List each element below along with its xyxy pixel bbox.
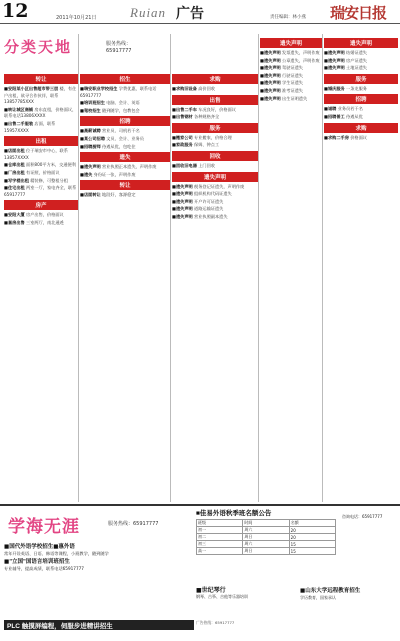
category-header: 招聘	[80, 116, 170, 126]
classified-ad-title: ■住宅出租	[4, 185, 25, 191]
classified-ad	[324, 86, 398, 93]
classified-ad	[260, 96, 322, 103]
classified-ad	[80, 172, 170, 179]
category-header: 出售	[172, 95, 258, 105]
classified-ad-text: 房东直租，价格面议，联系电话13806XXXX	[4, 106, 77, 119]
classified-column-2	[80, 72, 170, 500]
classified-ad-title: ■出售二手车	[172, 106, 197, 112]
ad-hotline: 广告热线：65917777	[196, 620, 235, 625]
category-header: 回收	[172, 151, 258, 161]
classified-ad-title: ■遗失声明	[260, 72, 281, 78]
classified-ad-text: 道路运输证遗失	[192, 206, 224, 212]
classified-column-5	[324, 36, 398, 500]
category-header: 出租	[4, 136, 78, 146]
classified-ad	[4, 121, 78, 134]
classified-ad-title: ■出售二手服装	[4, 120, 34, 126]
classified-ad-title: ■家政服务	[172, 142, 193, 148]
classified-ad-title: ■写字楼出租	[4, 177, 29, 183]
piano-shop-text: 钢琴、古筝、吉他等乐器培训	[196, 593, 248, 599]
classified-ad-title: ■套房出售	[4, 219, 25, 225]
table-row	[197, 527, 336, 534]
classified-ad	[4, 162, 78, 169]
classified-ad-text: 驾驶证遗失	[280, 65, 303, 71]
classified-ad	[260, 50, 322, 57]
classified-ad	[172, 114, 258, 121]
classified-ad-text: 随到随学，包教包会	[100, 107, 140, 113]
classified-ad-text: 营业执照正本遗失，声明作废	[100, 164, 157, 170]
classified-ad-title: ■遗失声明	[324, 57, 345, 63]
classified-column-1	[4, 72, 78, 500]
category-header: 遗失	[80, 152, 170, 162]
classified-ad	[172, 135, 258, 142]
issue-date: 2011年10月21日	[56, 15, 97, 21]
classified-ad-title: ■瑞安职业学校招生	[80, 86, 118, 91]
classified-ad-text: 发票遗失，声明作废	[280, 50, 320, 55]
classified-ad	[80, 144, 170, 151]
education-ads	[4, 544, 190, 574]
classified-ad-title: ■安阳大厦	[4, 212, 25, 218]
education-ad	[4, 544, 190, 557]
classified-ad-title: ■遗失声明	[260, 87, 281, 93]
classified-ad-title: ■求购旧设备	[172, 86, 197, 91]
classified-ad	[172, 107, 258, 114]
classified-ad-text: 学费优惠，联系电话65917777	[80, 86, 157, 98]
classified-ad-text: 面积800平方米，交通便利	[24, 162, 76, 168]
classified-ad	[260, 58, 322, 65]
classified-ad-text: 房产出售，价格面议	[24, 212, 64, 218]
piano-shop-ad	[196, 588, 296, 599]
classified-ad	[260, 73, 322, 80]
banner-phone	[106, 41, 131, 55]
classified-column-4	[260, 36, 322, 500]
category-header: 遗失声明	[260, 38, 322, 48]
table-row	[197, 541, 336, 548]
table-cell: 初三	[197, 541, 243, 548]
category-header: 招生	[80, 74, 170, 84]
classified-ad-title: ■店面转让	[80, 192, 101, 198]
classified-column-3	[172, 72, 258, 500]
classified-ad	[4, 170, 78, 177]
classified-ad	[172, 214, 258, 221]
classified-ad	[80, 86, 170, 99]
category-header: 房产	[4, 200, 78, 210]
classified-ad	[324, 58, 398, 65]
classified-ad-title: ■招聘普工	[324, 113, 345, 119]
education-ad-text: 常年开设英语、日语、韩语等课程，小班教学，随到随学	[4, 550, 109, 556]
classified-ad	[4, 185, 78, 198]
classified-ad-text: 价格面议	[348, 134, 367, 140]
language-school-contact: 咨询电话：65917777	[342, 514, 383, 519]
classified-ad	[80, 128, 170, 135]
language-school-block	[196, 508, 398, 638]
classified-ad-title: ■遗失声明	[172, 191, 193, 197]
classified-ad	[260, 65, 322, 72]
brand-italic: Ruian	[130, 5, 167, 20]
classified-ad	[260, 80, 322, 87]
classified-ad-title: ■回收旧电器	[172, 162, 197, 168]
classified-ad-title: ■遗失声明	[260, 95, 281, 101]
classified-ad-text: 业务员若干名	[336, 106, 363, 112]
classified-ad-text: 位于瑞安市中心，联系13857XXXX	[4, 148, 68, 160]
classified-ad-title: ■遗失声明	[172, 213, 193, 219]
schedule-table	[196, 519, 336, 555]
category-header: 招聘	[324, 94, 398, 104]
banner-phone-number: 65917777	[106, 48, 132, 54]
classified-ad-text: 各种规格齐全	[192, 114, 220, 120]
column-divider	[78, 34, 79, 502]
classified-ad-text: 车况良好，价格面议	[196, 106, 236, 112]
classified-ad-title: ■诚聘	[324, 106, 337, 112]
university-text: 学历教育，国家承认	[300, 594, 336, 600]
classified-ad	[324, 135, 398, 142]
category-header: 服务	[172, 123, 258, 133]
classified-ad-title: ■遗失声明	[172, 183, 193, 189]
classified-ad-title: ■遗失声明	[260, 50, 281, 55]
classified-ad	[172, 86, 258, 93]
language-school-title: ■佳易外语秋季班名额公告	[196, 510, 272, 517]
classified-ad	[4, 178, 78, 185]
classified-ad-text: 上门回收	[196, 162, 215, 168]
table-cell: 15	[289, 548, 335, 555]
classified-ad-title: ■安阳某小区出售超市带三层	[4, 86, 59, 91]
category-header: 求购	[324, 123, 398, 133]
classified-ad-title: ■搬家公司	[172, 134, 193, 140]
classified-ad-title: ■店面出租	[4, 148, 25, 154]
classified-ad-title: ■遗失声明	[324, 50, 345, 55]
classified-ad-text: 结婚证遗失	[344, 50, 367, 55]
editor-credit: 责任编辑：林小燕	[270, 15, 306, 20]
classified-ad	[172, 191, 258, 198]
banner-title: 分类天地	[4, 39, 73, 56]
category-header: 求购	[172, 74, 258, 84]
classified-ad	[80, 136, 170, 143]
classified-ad-text: 专业搬家，价格合理	[192, 134, 232, 140]
classified-ad	[172, 199, 258, 206]
classified-ad-text: 学生证遗失	[280, 80, 303, 86]
classified-ad-title: ■婚庆服务	[324, 85, 345, 91]
classified-ad-text: 待遇从优，包吃住	[100, 143, 136, 149]
classified-ad	[4, 220, 78, 227]
category-header: 转让	[4, 74, 78, 84]
classified-ad-title: ■招聘厨师	[80, 143, 101, 149]
table-cell: 15	[289, 541, 335, 548]
education-ad-title: ■国代外语学校招生■惠外语	[4, 544, 75, 550]
classified-ad	[4, 86, 78, 106]
classified-ad-text: 地段好，客源稳定	[100, 192, 136, 198]
classified-ad-text: 营业员、司机若干名	[100, 128, 140, 134]
classified-ad	[80, 100, 170, 107]
classified-ad-text: 店面，联系15957XXXX	[4, 120, 56, 133]
classified-ad	[172, 206, 258, 213]
page-number: 12	[2, 0, 29, 22]
classified-ad-text: 营业执照副本遗失	[192, 213, 228, 219]
classified-ad-text: 电脑、会计、英语	[104, 100, 140, 106]
classified-ad-text: 土地证遗失	[344, 65, 367, 71]
table-cell: 周日	[243, 534, 289, 541]
classified-ad-title: ■高薪诚聘	[80, 128, 101, 134]
classified-ad-title: ■求购二手房	[324, 134, 349, 140]
classified-ad-text: 行驶证遗失	[280, 72, 303, 78]
banner-phone-label: 服务热线：	[106, 41, 132, 47]
classified-ad-text: 待遇从优	[344, 113, 363, 119]
classified-ad-text: 一条龙服务	[344, 85, 367, 91]
university-title: ■山东大学远程教育招生	[300, 588, 361, 594]
table-cell: 初二	[197, 534, 243, 541]
classified-ad	[260, 88, 322, 95]
classified-ad-title: ■仓库出租	[4, 162, 25, 168]
table-row	[197, 534, 336, 541]
column-divider	[322, 34, 323, 502]
table-cell: 高一	[197, 548, 243, 555]
classified-ad-title: ■遗失	[80, 171, 93, 177]
plc-training-bar: PLC 触摸屏编程，伺服步进精讲招生	[4, 620, 194, 630]
classified-ad-title: ■遗失声明	[172, 206, 193, 212]
classified-ad-text: 楼，有住户出租，欲寻合作伙伴，联系13857785XXX	[4, 86, 77, 105]
classified-ad-text: 身份证一张，声明作废	[92, 171, 136, 177]
classified-ad-text: 出生证明遗失	[280, 95, 308, 101]
table-cell: 20	[289, 534, 335, 541]
classified-ad-title: ■培训班招生	[80, 100, 105, 106]
page-header	[0, 0, 400, 24]
paper-name: 瑞安日报	[330, 4, 387, 22]
classified-ad-title: ■驾校招生	[80, 107, 101, 113]
classified-ad-text: 税务登记证遗失，声明作废	[192, 183, 245, 189]
classified-ad-text: 房产证遗失	[344, 57, 367, 63]
table-cell: 周六	[243, 541, 289, 548]
education-section-title: 学海无涯	[8, 517, 80, 536]
classified-ad-text: 三室两厅，南北通透	[24, 219, 64, 225]
classified-ad-title: ■出售钢材	[172, 114, 193, 120]
classified-ad-text: 开户许可证遗失	[192, 198, 224, 204]
piano-shop-title: ■世纪琴行	[196, 587, 226, 594]
classified-ad-text: 准考证遗失	[280, 87, 303, 93]
table-cell: 时间	[243, 520, 289, 527]
education-ad-title: ■"立国"国语言培训班招生	[4, 559, 70, 566]
classified-ad-title: ■转让城区商铺	[4, 106, 34, 112]
category-header: 遗失声明	[172, 172, 258, 182]
column-divider	[258, 34, 259, 502]
education-ad	[4, 559, 190, 572]
classified-ad	[4, 212, 78, 219]
classified-ad-title: ■某公司招聘	[80, 135, 105, 141]
table-row	[197, 520, 336, 527]
table-cell: 周六	[243, 527, 289, 534]
classified-ad	[4, 107, 78, 120]
classified-ad-title: ■遗失声明	[80, 164, 101, 170]
classified-ad-title: ■厂房出租	[4, 169, 25, 175]
classified-ad-title: ■遗失声明	[260, 57, 281, 63]
classified-ad-text: 高价回收	[196, 86, 215, 91]
table-cell: 20	[289, 527, 335, 534]
classified-ad	[80, 108, 170, 115]
classified-ad	[172, 163, 258, 170]
table-cell: 初一	[197, 527, 243, 534]
education-ad-text: 专业辅导，提高成绩，联系电话65917777	[4, 565, 84, 571]
classified-ad	[172, 142, 258, 149]
classified-ad	[324, 106, 398, 113]
table-cell: 班级	[197, 520, 243, 527]
classified-ad-text: 保姆、钟点工	[192, 142, 220, 148]
classified-ad-text: 组织机构代码证遗失	[192, 191, 232, 197]
classified-ad-title: ■遗失声明	[324, 65, 345, 71]
category-header: 服务	[324, 74, 398, 84]
classified-ad-text: 两室一厅，家电齐全，联系65917777	[4, 185, 77, 197]
column-divider	[170, 34, 171, 502]
education-phone: 服务热线：65917777	[108, 521, 159, 527]
table-cell: 周日	[243, 548, 289, 555]
classified-ad	[324, 50, 398, 57]
classified-ad	[80, 164, 170, 171]
classified-ad-text: 公章遗失，声明作废	[280, 57, 320, 63]
classified-ad	[4, 148, 78, 161]
category-header: 遗失声明	[324, 38, 398, 48]
classified-ad-text: 文员、会计、业务员	[104, 135, 144, 141]
classified-ad-title: ■遗失声明	[260, 65, 281, 71]
section-separator	[0, 504, 400, 506]
classified-ad-title: ■遗失声明	[260, 80, 281, 86]
classified-ad	[172, 184, 258, 191]
table-row	[197, 548, 336, 555]
classified-ad-text: 有证照，价格面议	[24, 169, 60, 175]
classified-ad-title: ■遗失声明	[172, 198, 193, 204]
classified-banner	[4, 36, 150, 66]
classified-ad-text: 精装修，可整租分租	[28, 177, 68, 183]
section-title: 广告	[176, 6, 204, 22]
classified-ad	[80, 192, 170, 199]
table-cell: 名额	[289, 520, 335, 527]
classified-ad	[324, 65, 398, 72]
classified-ad	[324, 114, 398, 121]
category-header: 转让	[80, 180, 170, 190]
university-ad	[300, 588, 398, 600]
